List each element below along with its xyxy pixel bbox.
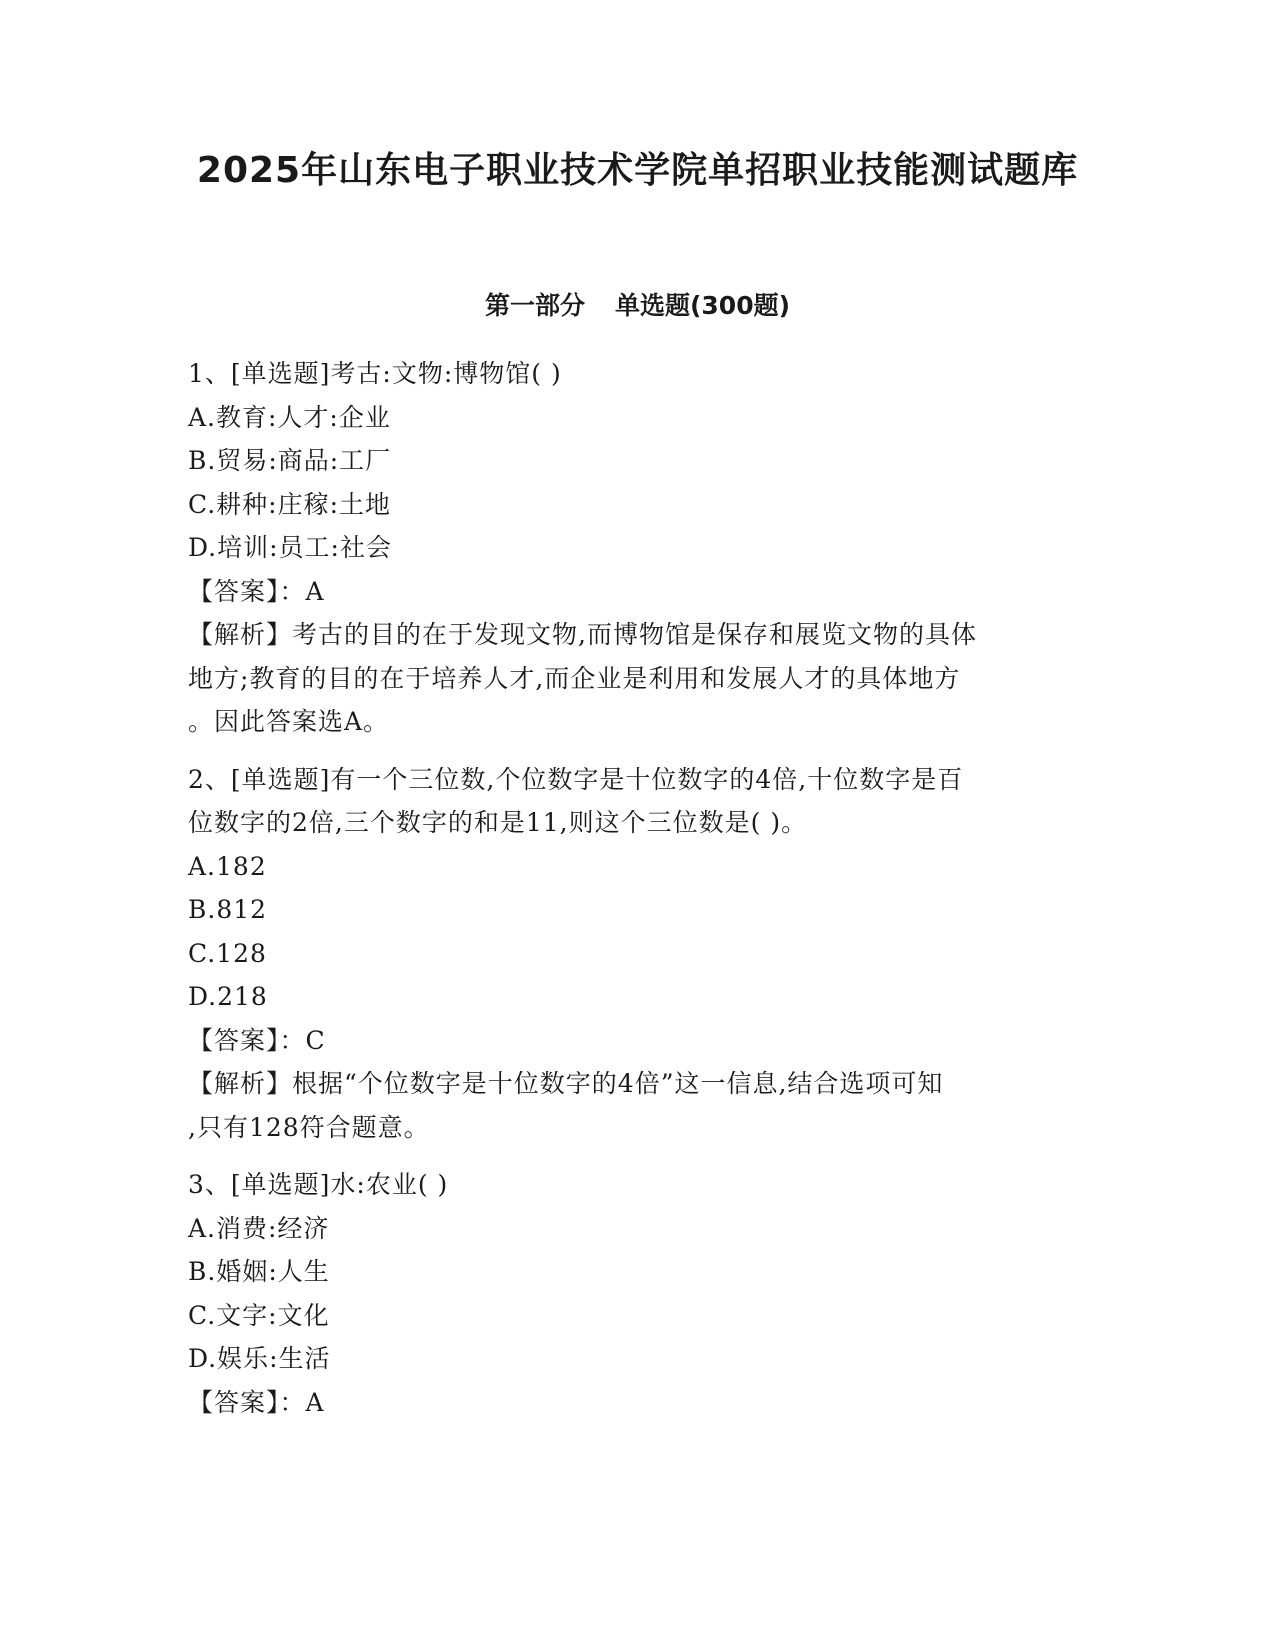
answer-label: 【答案】： <box>188 1025 306 1055</box>
option-b: B.812 <box>188 895 268 924</box>
answer-value: A <box>305 1387 325 1417</box>
explanation-label: 【解析】 <box>188 620 293 649</box>
option-b: B.贸易:商品:工厂 <box>188 446 392 475</box>
option-b: B.婚姻:人生 <box>188 1257 330 1286</box>
answer-line <box>188 1381 1078 1425</box>
answer-line <box>188 1019 1078 1063</box>
question-stem: 1、[单选题]考古:文物:博物馆( ) <box>188 359 562 388</box>
document-title: 2025年山东电子职业技术学院单招职业技能测试题库 <box>196 150 1079 191</box>
option-a: A.182 <box>188 851 267 881</box>
option-a: A.消费:经济 <box>188 1213 330 1243</box>
option-d: D.218 <box>188 982 268 1011</box>
section-name: 单选题(300题) <box>614 291 791 320</box>
answer-label: 【答案】： <box>188 1387 306 1417</box>
explanation-line: ,只有128符合题意。 <box>188 1112 430 1142</box>
answer-line <box>188 570 1078 614</box>
question-3 <box>188 1163 1078 1424</box>
explanation-text: 考古的目的在于发现文物,而博物馆是保存和展览文物的具体 <box>292 620 977 649</box>
option-d: D.娱乐:生活 <box>188 1344 331 1373</box>
question-stem: 2、[单选题]有一个三位数,个位数字是十位数字的4倍,十位数字是百 <box>188 764 964 794</box>
section-heading <box>0 288 1275 324</box>
explanation-line <box>188 613 1078 657</box>
question-stem: 位数字的2倍,三个数字的和是11,则这个三位数是( )。 <box>188 808 808 837</box>
question-stem: 3、[单选题]水:农业( ) <box>188 1170 449 1199</box>
option-c: C.文字:文化 <box>188 1300 330 1330</box>
section-part: 第一部分 <box>484 291 585 320</box>
answer-value: C <box>305 1025 326 1055</box>
explanation-line: 。因此答案选A。 <box>188 707 390 736</box>
explanation-line <box>188 1062 1078 1106</box>
question-1 <box>188 352 1078 744</box>
explanation-line: 地方;教育的目的在于培养人才,而企业是利用和发展人才的具体地方 <box>188 663 961 693</box>
answer-value: A <box>305 576 325 606</box>
question-2 <box>188 758 1078 1150</box>
option-a: A.教育:人才:企业 <box>188 402 391 432</box>
explanation-text: 根据“个位数字是十位数字的4倍”这一信息,结合选项可知 <box>292 1069 944 1098</box>
answer-label: 【答案】： <box>188 576 306 606</box>
option-d: D.培训:员工:社会 <box>188 533 392 562</box>
option-c: C.128 <box>188 938 267 968</box>
option-c: C.耕种:庄稼:土地 <box>188 489 392 519</box>
explanation-label: 【解析】 <box>188 1069 293 1098</box>
question-list <box>188 352 1078 1424</box>
